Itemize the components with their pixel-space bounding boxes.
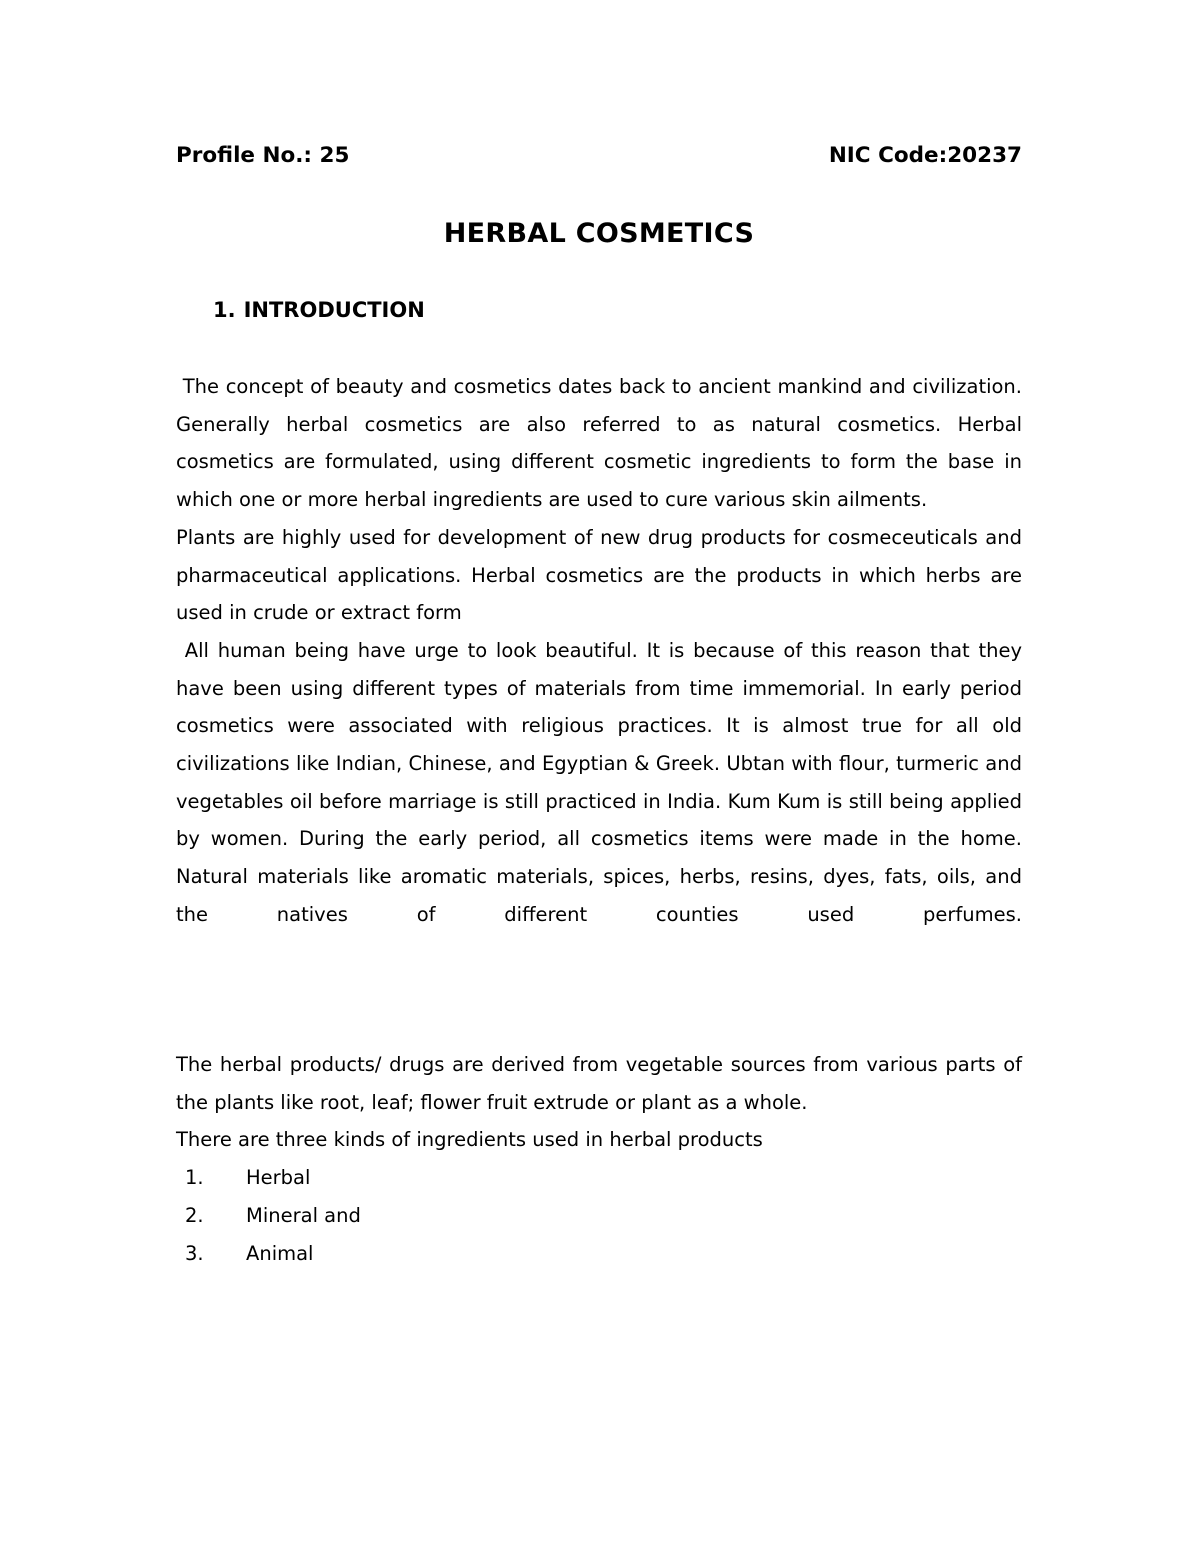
- list-item-number: 3.: [185, 1241, 204, 1265]
- paragraph-sources: The herbal products/ drugs are derived from vegetable sources from various parts of the plants like root, leaf; flower fruit extrude or plant as a whole.: [176, 1053, 1022, 1114]
- introduction-body: [176, 368, 1029, 934]
- paragraph-concept: The concept of beauty and cosmetics dates back to ancient mankind and civilization. Generally herbal cosmetics are also referred to as natural cosmetics. Herbal cosmetics are formulated, using different cosmetic ingredients to form the base in which one or more herbal ingredients are used to cure various skin ailments.: [176, 375, 1029, 512]
- paragraph-history: All human being have urge to look beautiful. It is because of this reason that they have been using different types of materials from time immemorial. In early period cosmetics were associated with religious practices. It is almost true for all old civilizations like Indian, Chinese, and Egyptian & Greek. Ubtan with flour, turmeric and vegetables oil before marriage is still practiced in India. Kum Kum is still being applied by women. During the early period, all cosmetics items were made in the home. Natural materials like aromatic materials, spices, herbs, resins, dyes, fats, oils, and the natives of different counties used perfumes.: [176, 638, 1029, 926]
- document-page: [176, 0, 1029, 1553]
- section-heading: [213, 295, 425, 325]
- section-number: 1.: [213, 298, 236, 322]
- list-item-label: Mineral and: [246, 1203, 361, 1227]
- list-item: [176, 1235, 1022, 1273]
- profile-number: Profile No.: 25: [176, 143, 350, 168]
- list-item-number: 2.: [185, 1203, 204, 1227]
- list-item: [176, 1159, 1022, 1197]
- list-item-label: Herbal: [246, 1166, 311, 1190]
- section-heading-text: INTRODUCTION: [243, 298, 425, 322]
- ingredients-body: [176, 1046, 1022, 1272]
- nic-code: NIC Code:20237: [828, 143, 1022, 168]
- document-title: HERBAL COSMETICS: [443, 218, 755, 249]
- list-item-number: 1.: [185, 1166, 204, 1190]
- paragraph-plants: Plants are highly used for development of new drug products for cosmeceuticals and pharmaceutical applications. Herbal cosmetics are the products in which herbs are used in crude or extract form: [176, 525, 1022, 625]
- document-header: [176, 141, 1022, 171]
- list-item-label: Animal: [246, 1241, 314, 1265]
- list-item: [176, 1197, 1022, 1235]
- ingredient-list: [176, 1159, 1022, 1272]
- paragraph-kinds: There are three kinds of ingredients used in herbal products: [176, 1128, 763, 1152]
